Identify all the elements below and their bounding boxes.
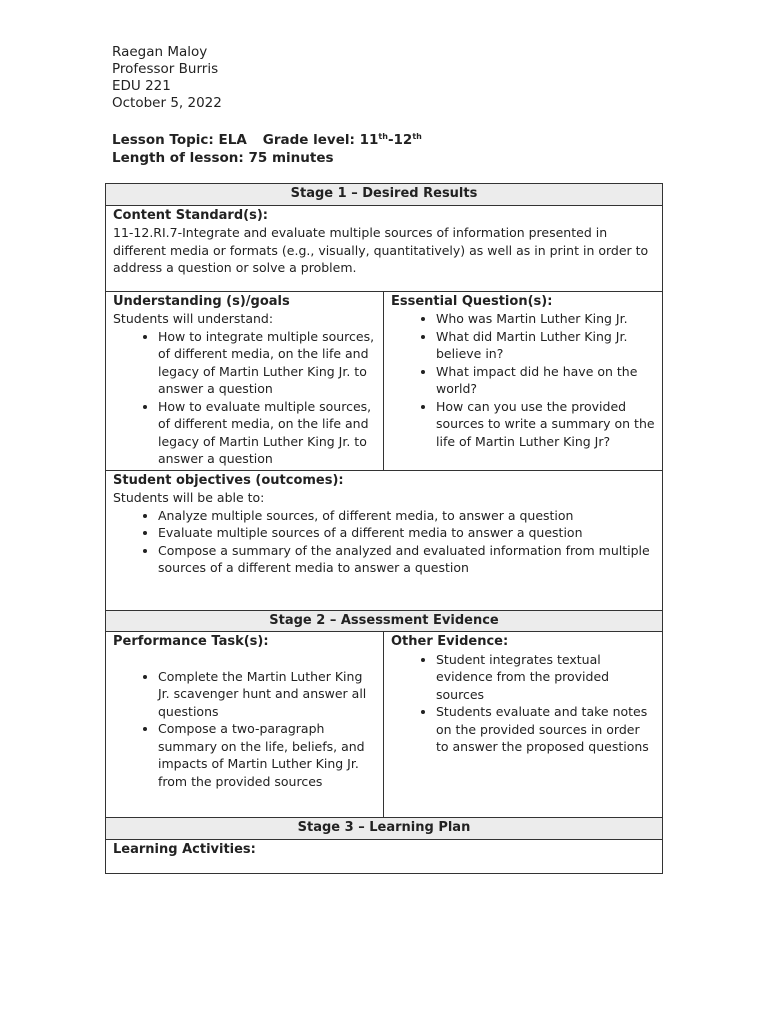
essential-questions-cell	[384, 291, 663, 470]
professor-name: Professor Burris	[112, 61, 219, 77]
list-item: • Analyze multiple sources, of different media, to answer a question	[158, 507, 655, 525]
other-evidence-list	[391, 651, 655, 756]
stage3-header: Stage 3 – Learning Plan	[106, 818, 663, 840]
course-code: EDU 221	[112, 78, 171, 94]
other-evidence-heading: Other Evidence:	[391, 634, 509, 649]
list-item: • Who was Martin Luther King Jr.	[436, 310, 655, 328]
list-item: • Student integrates textual evidence from the provided sources	[436, 651, 655, 704]
list-item: • How can you use the provided sources to write a summary on the life of Martin Luther King Jr?	[436, 398, 655, 451]
understanding-intro: Students will understand:	[113, 311, 274, 326]
document-date: October 5, 2022	[112, 95, 222, 111]
understanding-list	[113, 328, 376, 468]
lesson-info	[112, 131, 422, 167]
list-item: • Compose a two-paragraph summary on the life, beliefs, and impacts of Martin Luther King Jr. from the provided sources	[158, 720, 376, 790]
list-item: • What impact did he have on the world?	[436, 363, 655, 398]
list-item: • Compose a summary of the analyzed and evaluated information from multiple sources of a different media to answer a question	[158, 542, 655, 577]
content-standards-heading: Content Standard(s):	[113, 207, 268, 223]
content-standards-cell	[106, 205, 663, 291]
essential-questions-heading: Essential Question(s):	[391, 293, 553, 309]
list-item: • How to integrate multiple sources, of different media, on the life and legacy of Martin Luther King Jr. to answer a question	[158, 328, 376, 398]
objectives-cell	[106, 470, 663, 610]
performance-task-heading: Performance Task(s):	[113, 634, 269, 649]
learning-activities-heading: Learning Activities:	[113, 841, 256, 857]
stage2-header: Stage 2 – Assessment Evidence	[106, 610, 663, 632]
list-item: • How to evaluate multiple sources, of different media, on the life and legacy of Martin Luther King Jr. to answer a question	[158, 398, 376, 468]
grade-level: Grade level: 11th-12th	[262, 132, 422, 148]
objectives-intro: Students will be able to:	[113, 490, 265, 505]
lesson-topic-line	[112, 131, 422, 149]
content-standards-text: 11-12.RI.7-Integrate and evaluate multiple sources of information presented in different media or formats (e.g., visually, quantitatively) as well as in print in order to address a question or solve a problem.	[113, 225, 649, 275]
list-item: • Evaluate multiple sources of a different media to answer a question	[158, 524, 655, 542]
document-header	[112, 44, 222, 112]
learning-activities-cell	[106, 839, 663, 873]
essential-questions-list	[391, 310, 655, 450]
objectives-list	[113, 507, 655, 577]
lesson-length: Length of lesson: 75 minutes	[112, 150, 334, 166]
stage1-header: Stage 1 – Desired Results	[106, 184, 663, 206]
objectives-heading: Student objectives (outcomes):	[113, 472, 344, 488]
performance-task-list	[113, 668, 376, 791]
understanding-cell	[106, 291, 384, 470]
performance-task-cell	[106, 632, 384, 818]
list-item: • Complete the Martin Luther King Jr. scavenger hunt and answer all questions	[158, 668, 376, 721]
student-name: Raegan Maloy	[112, 44, 208, 60]
list-item: • What did Martin Luther King Jr. believe in?	[436, 328, 655, 363]
lesson-plan-table	[105, 183, 663, 874]
lesson-topic: Lesson Topic: ELA	[112, 132, 247, 148]
understanding-heading: Understanding (s)/goals	[113, 293, 290, 309]
other-evidence-cell	[384, 632, 663, 818]
list-item: • Students evaluate and take notes on the provided sources in order to answer the proposed questions	[436, 703, 655, 756]
